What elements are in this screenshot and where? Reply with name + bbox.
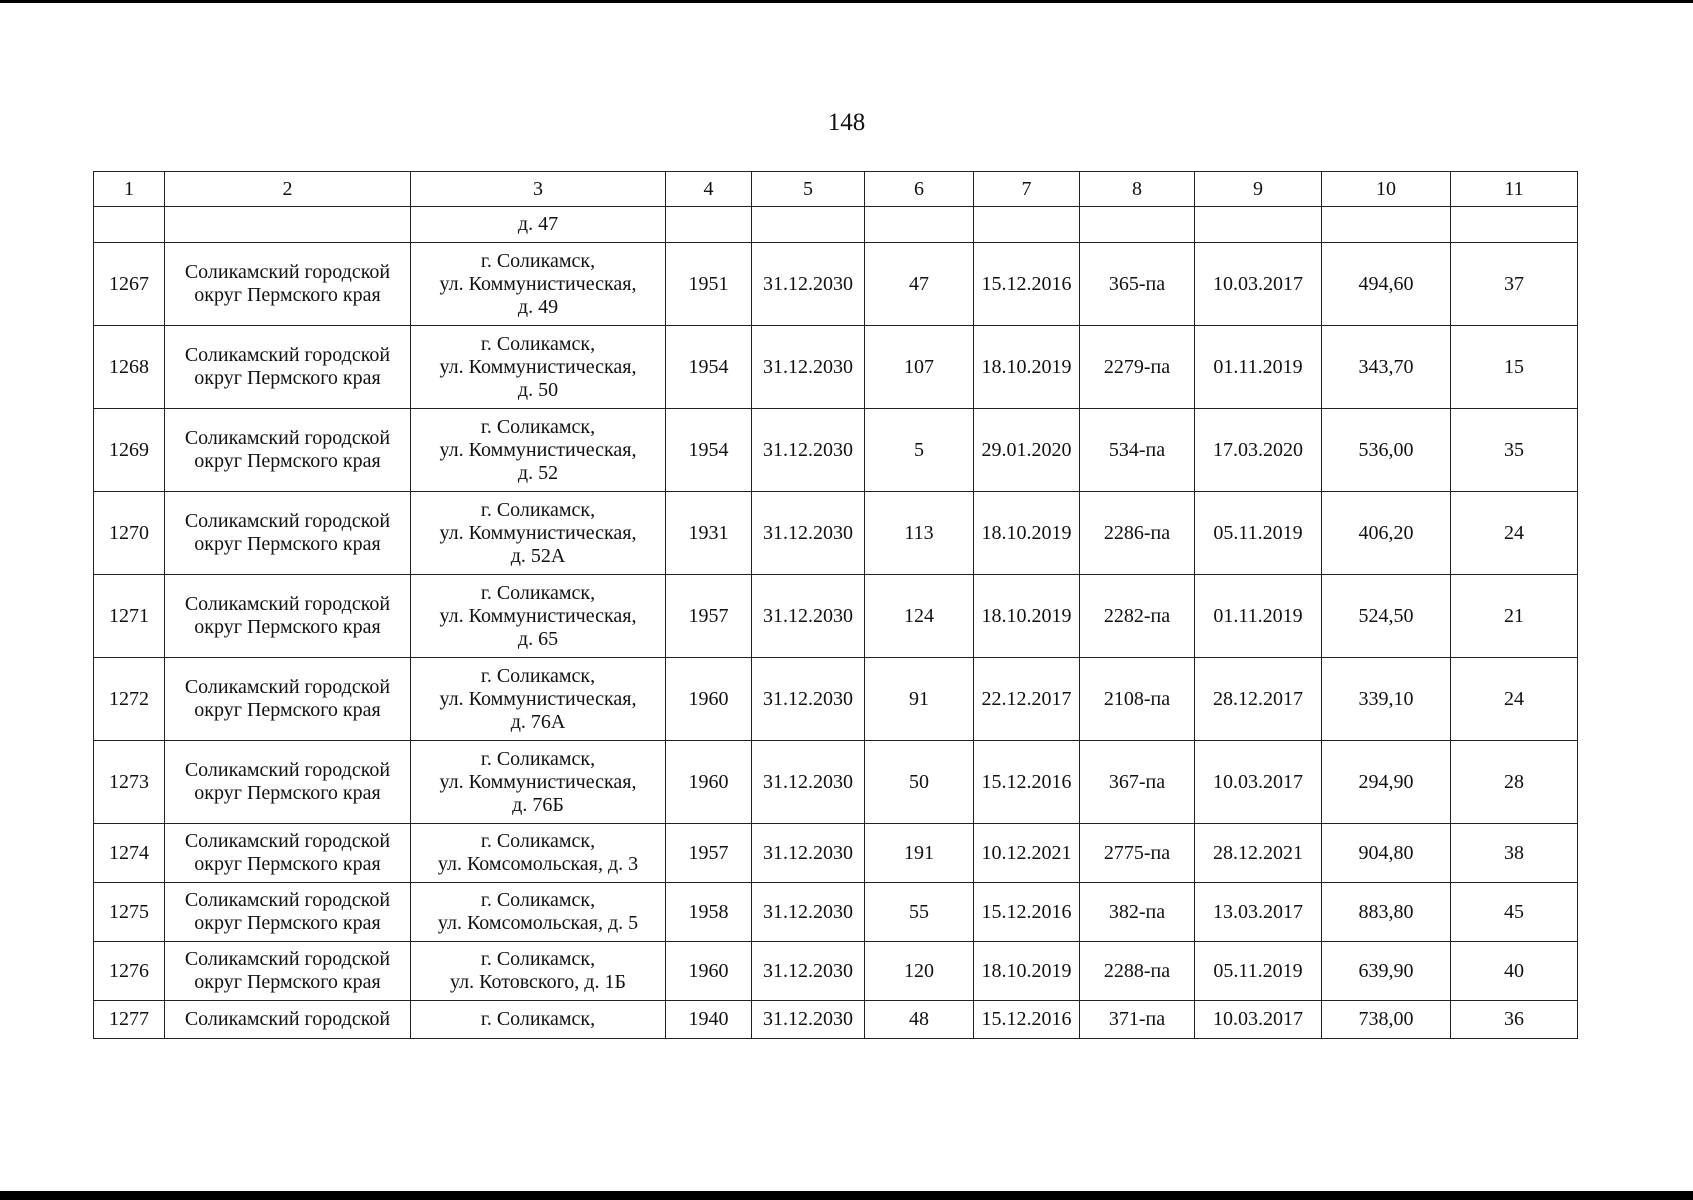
doc-date: 15.12.2016 — [974, 1001, 1080, 1039]
row-number: 1273 — [94, 741, 165, 824]
build-year: 1958 — [666, 883, 752, 942]
address-cell: г. Соликамск, ул. Коммунистическая, д. 50 — [411, 326, 666, 409]
deadline-date: 31.12.2030 — [752, 1001, 865, 1039]
column-number: 4 — [666, 172, 752, 207]
decree-date: 05.11.2019 — [1195, 942, 1322, 1001]
deadline-date: 31.12.2030 — [752, 243, 865, 326]
residents-count: 45 — [1451, 883, 1578, 942]
table-row — [94, 243, 1578, 326]
area-value: 639,90 — [1322, 942, 1451, 1001]
build-year: 1954 — [666, 409, 752, 492]
table-row — [94, 942, 1578, 1001]
deadline-date: 31.12.2030 — [752, 492, 865, 575]
row-number: 1270 — [94, 492, 165, 575]
municipality-cell: Соликамский городской округ Пермского края — [165, 824, 411, 883]
page-number: 148 — [827, 109, 866, 136]
area-value: 883,80 — [1322, 883, 1451, 942]
decree-date: 01.11.2019 — [1195, 326, 1322, 409]
address-cell: г. Соликамск, — [411, 1001, 666, 1039]
area-value: 339,10 — [1322, 658, 1451, 741]
deadline-date: 31.12.2030 — [752, 942, 865, 1001]
column-number: 11 — [1451, 172, 1578, 207]
address-tail: д. 47 — [411, 207, 666, 243]
decree-date: 13.03.2017 — [1195, 883, 1322, 942]
municipality-cell: Соликамский городской округ Пермского края — [165, 658, 411, 741]
decree-number: 365-па — [1080, 243, 1195, 326]
doc-number: 5 — [865, 409, 974, 492]
area-value: 738,00 — [1322, 1001, 1451, 1039]
table-row — [94, 1001, 1578, 1039]
doc-number: 91 — [865, 658, 974, 741]
area-value: 494,60 — [1322, 243, 1451, 326]
deadline-date: 31.12.2030 — [752, 575, 865, 658]
column-number: 1 — [94, 172, 165, 207]
area-value: 524,50 — [1322, 575, 1451, 658]
decree-number: 2108-па — [1080, 658, 1195, 741]
municipality-cell: Соликамский городской округ Пермского края — [165, 741, 411, 824]
row-number: 1271 — [94, 575, 165, 658]
build-year: 1951 — [666, 243, 752, 326]
doc-date: 18.10.2019 — [974, 492, 1080, 575]
table-row — [94, 658, 1578, 741]
table-row — [94, 824, 1578, 883]
decree-date: 01.11.2019 — [1195, 575, 1322, 658]
column-number: 2 — [165, 172, 411, 207]
doc-date: 18.10.2019 — [974, 942, 1080, 1001]
address-cell: г. Соликамск, ул. Коммунистическая, д. 76Б — [411, 741, 666, 824]
residents-count: 40 — [1451, 942, 1578, 1001]
decree-date: 10.03.2017 — [1195, 1001, 1322, 1039]
table-row — [94, 741, 1578, 824]
build-year: 1931 — [666, 492, 752, 575]
residents-count: 15 — [1451, 326, 1578, 409]
table-row — [94, 575, 1578, 658]
column-number: 3 — [411, 172, 666, 207]
table-row — [94, 883, 1578, 942]
continuation-row — [94, 207, 1578, 243]
row-number: 1269 — [94, 409, 165, 492]
decree-date: 05.11.2019 — [1195, 492, 1322, 575]
build-year: 1957 — [666, 824, 752, 883]
doc-number: 50 — [865, 741, 974, 824]
municipality-cell: Соликамский городской — [165, 1001, 411, 1039]
residents-count: 36 — [1451, 1001, 1578, 1039]
doc-number: 124 — [865, 575, 974, 658]
doc-date: 18.10.2019 — [974, 326, 1080, 409]
address-cell: г. Соликамск, ул. Комсомольская, д. 3 — [411, 824, 666, 883]
doc-number: 120 — [865, 942, 974, 1001]
area-value: 294,90 — [1322, 741, 1451, 824]
doc-number: 47 — [865, 243, 974, 326]
doc-number: 107 — [865, 326, 974, 409]
column-number: 7 — [974, 172, 1080, 207]
address-cell: г. Соликамск, ул. Коммунистическая, д. 76А — [411, 658, 666, 741]
deadline-date: 31.12.2030 — [752, 409, 865, 492]
column-number: 8 — [1080, 172, 1195, 207]
municipality-cell: Соликамский городской округ Пермского края — [165, 942, 411, 1001]
area-value: 343,70 — [1322, 326, 1451, 409]
column-number: 9 — [1195, 172, 1322, 207]
address-cell: г. Соликамск, ул. Котовского, д. 1Б — [411, 942, 666, 1001]
table-row — [94, 326, 1578, 409]
address-cell: г. Соликамск, ул. Коммунистическая, д. 52А — [411, 492, 666, 575]
doc-date: 22.12.2017 — [974, 658, 1080, 741]
build-year: 1960 — [666, 741, 752, 824]
doc-date: 18.10.2019 — [974, 575, 1080, 658]
address-cell: г. Соликамск, ул. Коммунистическая, д. 49 — [411, 243, 666, 326]
deadline-date: 31.12.2030 — [752, 658, 865, 741]
build-year: 1960 — [666, 658, 752, 741]
municipality-cell: Соликамский городской округ Пермского края — [165, 883, 411, 942]
residents-count: 21 — [1451, 575, 1578, 658]
build-year: 1960 — [666, 942, 752, 1001]
scan-border-top — [0, 0, 1693, 3]
decree-number: 2288-па — [1080, 942, 1195, 1001]
table-row — [94, 492, 1578, 575]
residents-count: 28 — [1451, 741, 1578, 824]
decree-number: 534-па — [1080, 409, 1195, 492]
doc-number: 113 — [865, 492, 974, 575]
residents-count: 35 — [1451, 409, 1578, 492]
municipality-cell: Соликамский городской округ Пермского края — [165, 243, 411, 326]
registry-table — [93, 171, 1578, 1039]
decree-number: 382-па — [1080, 883, 1195, 942]
address-cell: г. Соликамск, ул. Комсомольская, д. 5 — [411, 883, 666, 942]
build-year: 1957 — [666, 575, 752, 658]
residents-count: 24 — [1451, 492, 1578, 575]
doc-number: 55 — [865, 883, 974, 942]
decree-number: 2279-па — [1080, 326, 1195, 409]
decree-number: 2286-па — [1080, 492, 1195, 575]
decree-date: 28.12.2021 — [1195, 824, 1322, 883]
doc-date: 15.12.2016 — [974, 741, 1080, 824]
decree-date: 10.03.2017 — [1195, 243, 1322, 326]
municipality-cell: Соликамский городской округ Пермского края — [165, 575, 411, 658]
decree-number: 2775-па — [1080, 824, 1195, 883]
decree-date: 17.03.2020 — [1195, 409, 1322, 492]
decree-number: 371-па — [1080, 1001, 1195, 1039]
column-number: 10 — [1322, 172, 1451, 207]
deadline-date: 31.12.2030 — [752, 326, 865, 409]
doc-number: 48 — [865, 1001, 974, 1039]
deadline-date: 31.12.2030 — [752, 824, 865, 883]
row-number: 1277 — [94, 1001, 165, 1039]
build-year: 1940 — [666, 1001, 752, 1039]
doc-date: 15.12.2016 — [974, 883, 1080, 942]
doc-number: 191 — [865, 824, 974, 883]
row-number: 1274 — [94, 824, 165, 883]
column-number: 6 — [865, 172, 974, 207]
decree-date: 10.03.2017 — [1195, 741, 1322, 824]
deadline-date: 31.12.2030 — [752, 883, 865, 942]
municipality-cell: Соликамский городской округ Пермского края — [165, 326, 411, 409]
row-number: 1272 — [94, 658, 165, 741]
scan-border-bottom — [0, 1191, 1693, 1200]
row-number: 1268 — [94, 326, 165, 409]
area-value: 904,80 — [1322, 824, 1451, 883]
column-number-row — [94, 172, 1578, 207]
decree-date: 28.12.2017 — [1195, 658, 1322, 741]
doc-date: 15.12.2016 — [974, 243, 1080, 326]
table-row — [94, 409, 1578, 492]
residents-count: 37 — [1451, 243, 1578, 326]
decree-number: 367-па — [1080, 741, 1195, 824]
address-cell: г. Соликамск, ул. Коммунистическая, д. 52 — [411, 409, 666, 492]
municipality-cell: Соликамский городской округ Пермского края — [165, 409, 411, 492]
residents-count: 24 — [1451, 658, 1578, 741]
area-value: 536,00 — [1322, 409, 1451, 492]
row-number: 1276 — [94, 942, 165, 1001]
column-number: 5 — [752, 172, 865, 207]
row-number: 1267 — [94, 243, 165, 326]
decree-number: 2282-па — [1080, 575, 1195, 658]
row-number: 1275 — [94, 883, 165, 942]
deadline-date: 31.12.2030 — [752, 741, 865, 824]
address-cell: г. Соликамск, ул. Коммунистическая, д. 65 — [411, 575, 666, 658]
municipality-cell: Соликамский городской округ Пермского края — [165, 492, 411, 575]
residents-count: 38 — [1451, 824, 1578, 883]
build-year: 1954 — [666, 326, 752, 409]
doc-date: 10.12.2021 — [974, 824, 1080, 883]
doc-date: 29.01.2020 — [974, 409, 1080, 492]
area-value: 406,20 — [1322, 492, 1451, 575]
